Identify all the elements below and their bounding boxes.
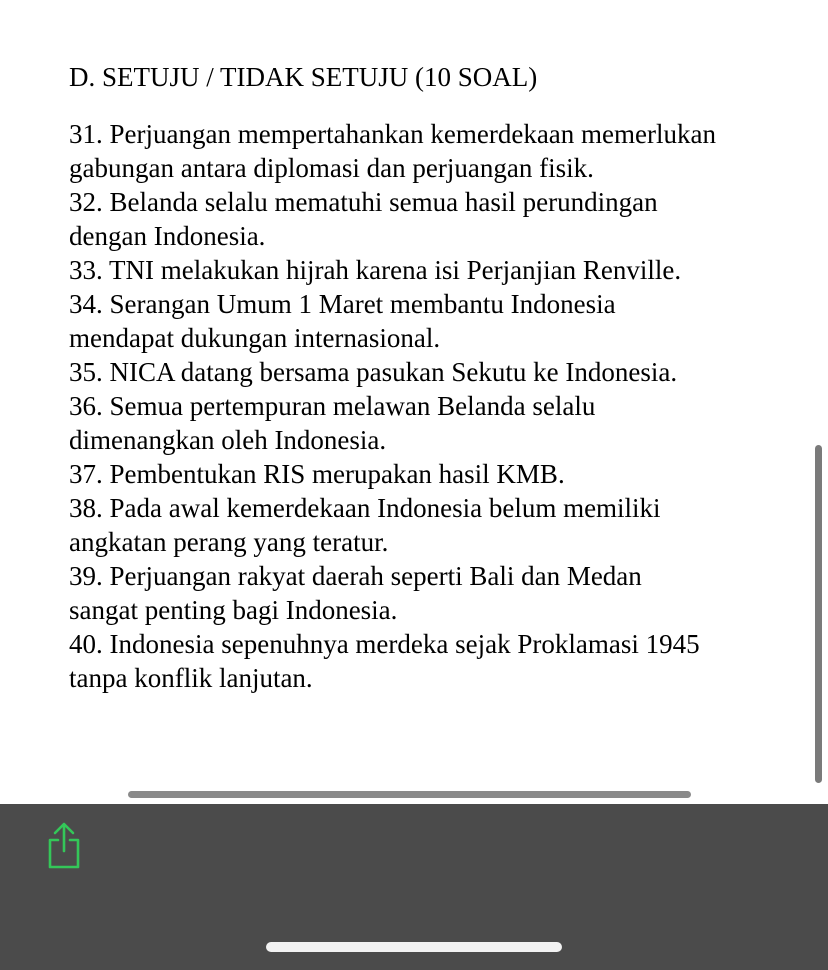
question-line: 40. Indonesia sepenuhnya merdeka sejak Proklamasi 1945 [69, 629, 700, 659]
question-item [69, 559, 781, 627]
section-heading: D. SETUJU / TIDAK SETUJU (10 SOAL) [69, 62, 538, 92]
question-line: 37. Pembentukan RIS merupakan hasil KMB. [69, 459, 565, 489]
question-line: 32. Belanda selalu mematuhi semua hasil perundingan [69, 187, 658, 217]
question-line: 36. Semua pertempuran melawan Belanda selalu [69, 391, 596, 421]
horizontal-scrollbar[interactable] [128, 791, 691, 798]
bottom-toolbar [0, 804, 828, 970]
question-item [69, 287, 781, 355]
question-line: 31. Perjuangan mempertahankan kemerdekaan memerlukan [69, 119, 716, 149]
question-item [69, 627, 781, 695]
question-item [69, 389, 781, 457]
share-button[interactable] [38, 804, 90, 888]
question-list [69, 117, 781, 695]
question-line: tanpa konflik lanjutan. [69, 663, 313, 693]
question-line: 35. NICA datang bersama pasukan Sekutu ke Indonesia. [69, 357, 678, 387]
question-item [69, 355, 781, 389]
question-line: 34. Serangan Umum 1 Maret membantu Indonesia [69, 289, 616, 319]
question-line: 38. Pada awal kemerdekaan Indonesia belum memiliki [69, 493, 661, 523]
question-line: angkatan perang yang teratur. [69, 527, 389, 557]
question-line: 39. Perjuangan rakyat daerah seperti Bali dan Medan [69, 561, 642, 591]
question-item [69, 457, 781, 491]
share-icon [44, 821, 84, 871]
vertical-scrollbar[interactable] [815, 445, 822, 783]
question-item [69, 117, 781, 185]
question-line: dengan Indonesia. [69, 221, 266, 251]
question-item [69, 185, 781, 253]
question-line: sangat penting bagi Indonesia. [69, 595, 398, 625]
question-item [69, 491, 781, 559]
home-indicator [266, 942, 562, 952]
question-line: gabungan antara diplomasi dan perjuangan fisik. [69, 153, 594, 183]
question-line: mendapat dukungan internasional. [69, 323, 441, 353]
question-item [69, 253, 781, 287]
question-line: dimenangkan oleh Indonesia. [69, 425, 387, 455]
question-line: 33. TNI melakukan hijrah karena isi Perjanjian Renville. [69, 255, 682, 285]
